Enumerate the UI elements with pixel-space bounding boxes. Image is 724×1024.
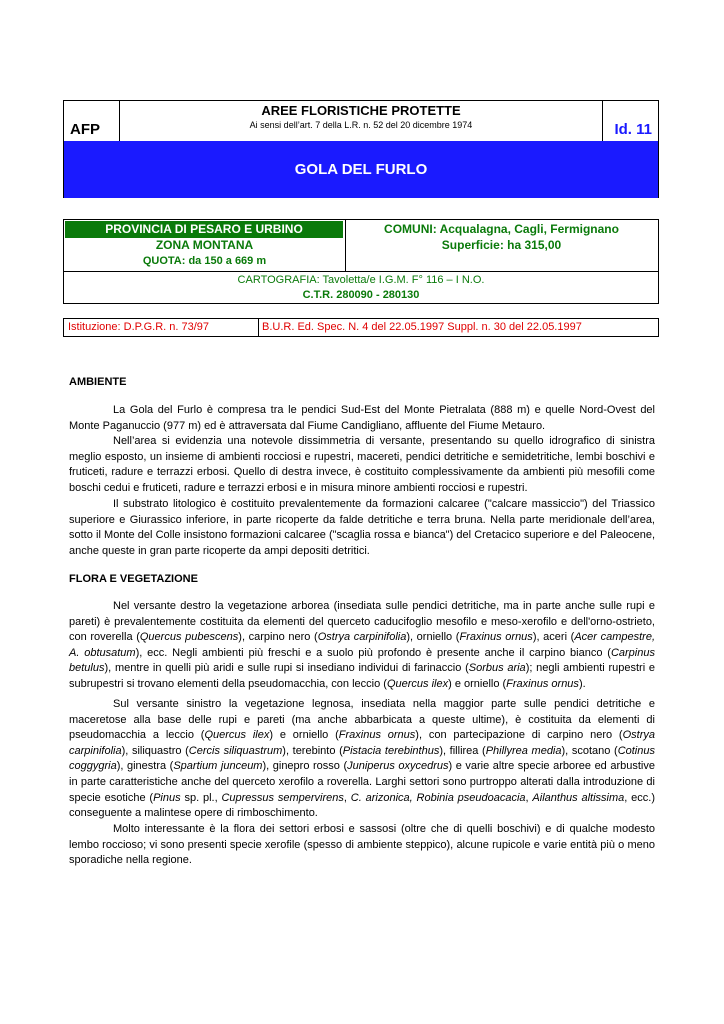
row-divider xyxy=(64,271,658,272)
cartografia-label: CARTOGRAFIA: Tavoletta/e I.G.M. F° 116 – I N.O. xyxy=(237,274,485,286)
id-cell xyxy=(602,101,658,141)
istituzione-row xyxy=(63,318,659,337)
afp-code: AFP xyxy=(70,121,100,138)
zona-label: ZONA MONTANA xyxy=(155,238,254,252)
flora-paragraph-1: Nel versante destro la vegetazione arborea (insediata sulle pendici detritiche, ma in parte anche sulle rupi e pareti) è prevalentemente costituita da elementi del querceto caducifoglio mesofilo e meso-xerofilo e dell'orno-ostrieto, con roverella (Quercus pubescens), carpino nero (Ostrya carpinifolia), orniello (Fraxinus ornus), aceri (Acer campestre, A. obtusatum), ecc. Negli ambienti più freschi e a suolo più profondo è presente anche il carpino bianco (Carpinus betulus), mentre in quelli più aridi e sulle rupi si insediano individui di farinaccio (Sorbus aria); negli ambienti rupestri e subrupestri si trovano elementi della pseudomacchia, con leccio (Quercus ilex) e orniello (Fraxinus ornus). xyxy=(69,600,655,690)
id-number: Id. 11 xyxy=(614,121,652,138)
quota-label: QUOTA: da 150 a 669 m xyxy=(142,255,267,267)
istituzione-label: Istituzione: D.P.G.R. n. 73/97 xyxy=(68,321,210,333)
ctr-label: C.T.R. 280090 - 280130 xyxy=(302,289,420,301)
istituzione-divider xyxy=(258,319,259,336)
afp-cell xyxy=(64,101,120,141)
header-title: AREE FLORISTICHE PROTETTE xyxy=(261,103,461,118)
ambiente-heading: AMBIENTE xyxy=(69,376,127,388)
flora-heading: FLORA E VEGETAZIONE xyxy=(69,573,198,585)
bur-label: B.U.R. Ed. Spec. N. 4 del 22.05.1997 Suppl. n. 30 del 22.05.1997 xyxy=(262,321,582,333)
column-divider xyxy=(345,220,346,271)
flora-paragraph-3: Molto interessante è la flora dei settori erbosi e sassosi (oltre che di quelli boschivi) e di qualche modesto lembo roccioso; vi sono presenti specie xerofile (spesso di ambiente steppico), alcune rupicole e varie entità più o meno sporadiche nella regione. xyxy=(69,823,655,867)
flora-paragraph-2: Sul versante sinistro la vegetazione legnosa, insediata nella maggior parte sulle pendici detritiche e maceretose alla base delle rupi e pareti (ma anche abbarbicata a queste ultime), è costituita da elementi di pseudomacchia a leccio (Quercus ilex) e orniello (Fraxinus ornus), con partecipazione di carpino nero (Ostrya carpinifolia), siliquastro (Cercis siliquastrum), terebinto (Pistacia terebinthus), fillirea (Phillyrea media), scotano (Cotinus coggygria), ginestra (Spartium junceum), ginepro rosso (Juniperus oxycedrus) e varie altre specie arboree ed arbustive in parte caratteristiche anche del querceto xerofilo a roverella. Larghi settori sono purtroppo alterati dalla introduzione di specie esotiche (Pinus sp. pl., Cupressus sempervirens, C. arizonica, Robinia pseudoacacia, Ailanthus altissima, ecc.) conseguente a malintese opere di rimboschimento. xyxy=(69,698,656,820)
header-box xyxy=(63,100,659,198)
provincia-label: PROVINCIA DI PESARO E URBINO xyxy=(65,221,343,238)
area-name: GOLA DEL FURLO xyxy=(294,161,428,178)
info-table xyxy=(63,219,659,304)
ambiente-paragraph-3: Il substrato litologico è costituito prevalentemente da formazioni calcaree ("calcare massiccio") del Triassico superiore e Giurassico inferiore, in parte ricoperte da falde detritiche e terra bruna. Nella parte meridionale dell’area, sotto il Monte del Colle insistono formazioni calcaree ("scaglia rossa e bianca") del Cretacico superiore e del Paleocene, anche queste in gran parte ricoperte da ampi depositi detritici. xyxy=(69,498,655,557)
comuni-label: COMUNI: Acqualagna, Cagli, Fermignano xyxy=(384,222,619,236)
area-name-band xyxy=(64,141,658,198)
header-subtitle: Ai sensi dell’art. 7 della L.R. n. 52 del 20 dicembre 1974 xyxy=(249,120,473,130)
superficie-label: Superficie: ha 315,00 xyxy=(441,238,562,252)
header-top-row xyxy=(64,101,658,141)
ambiente-paragraph-2: Nell’area si evidenzia una notevole dissimmetria di versante, presentando su quello idrografico di sinistra meglio esposto, un insieme di ambienti rocciosi e rupestri, macereti, pendici detritiche e semidetritiche, lembi boschivi e fruticeti, radure e terrazzi erbosi. Quello di destra invece, è costituito complessivamente da ambienti più mesofili come boschi cedui e fruticeti, radure e terrazzi erbosi e in misura minore ambienti rocciosi e rupestri. xyxy=(69,435,655,494)
ambiente-paragraph-1: La Gola del Furlo è compresa tra le pendici Sud-Est del Monte Pietralata (888 m) e quelle Nord-Ovest del Monte Paganuccio (977 m) ed è attraversata dal Fiume Candigliano, affluente del Fiume Metauro. xyxy=(69,404,655,432)
